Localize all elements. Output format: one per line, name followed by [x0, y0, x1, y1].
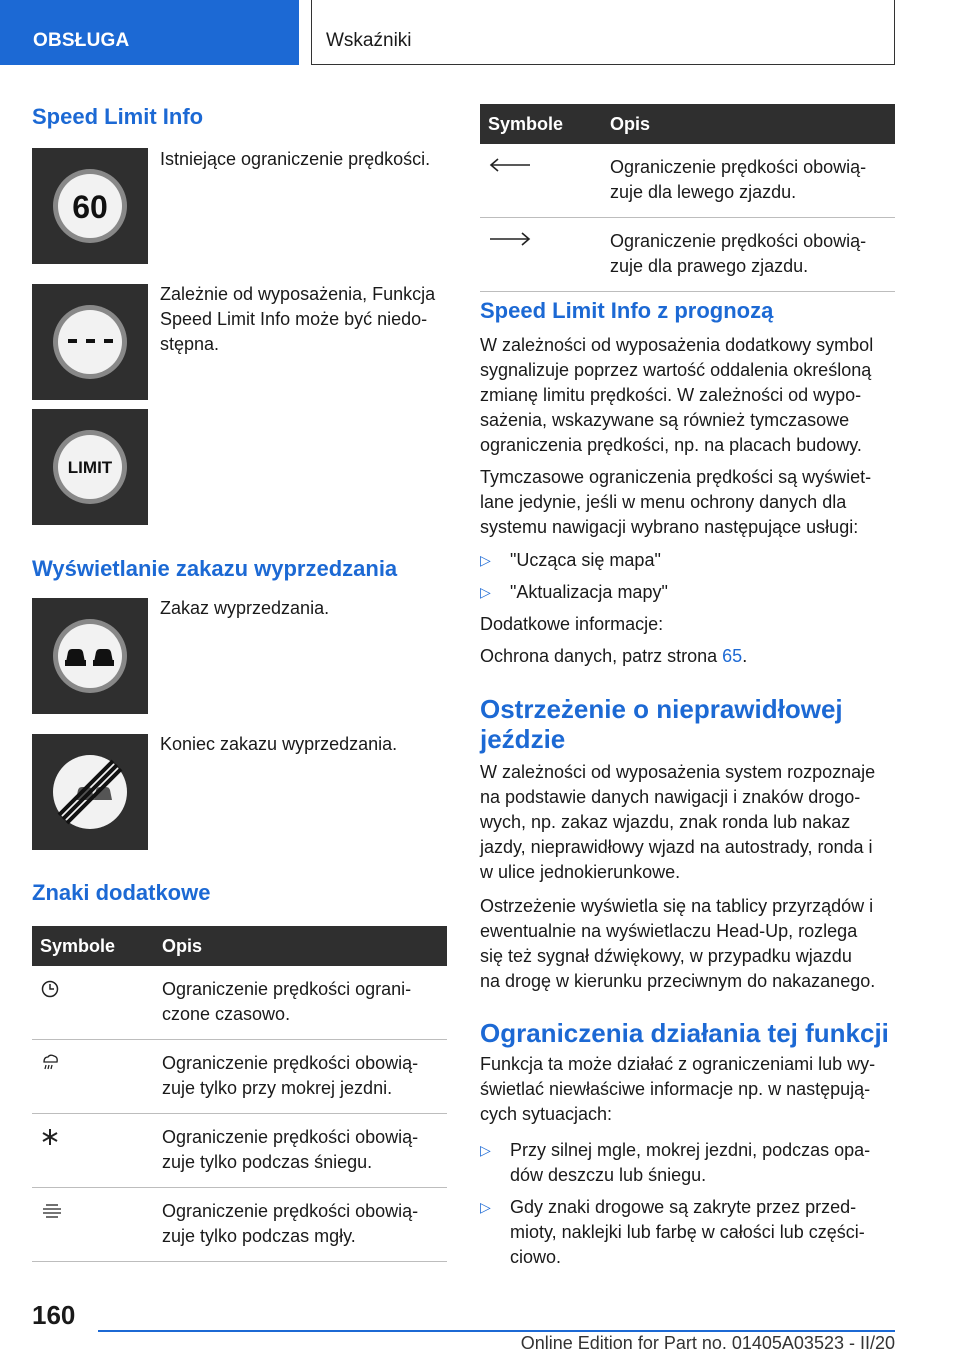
text-line: ograniczenia prędkości, np. na placach budowy. [480, 435, 862, 455]
table-row [32, 966, 447, 1040]
text-line: zuje dla lewego zjazdu. [610, 182, 797, 202]
text-line: zuje tylko podczas mgły. [162, 1226, 356, 1246]
text-line: lane jedynie, jeśli w menu ochrony danych dla [480, 492, 847, 512]
text-line: na podstawie danych nawigacji i znaków drogo- [480, 787, 861, 807]
list-item-text: "Ucząca się mapa" [510, 550, 661, 570]
reference-text: Ochrona danych, patrz strona [480, 646, 718, 666]
text-line: na drogę w kierunku przeciwnym do nakazanego. [480, 971, 876, 991]
text-line: Ograniczenie prędkości obowią- [162, 1127, 419, 1147]
bullet-triangle-icon: ▷ [480, 584, 491, 600]
bullet-triangle-icon: ▷ [480, 1199, 491, 1215]
heading-forecast: Speed Limit Info z prognozą [480, 298, 774, 323]
text-line: Ograniczenie prędkości obowią- [610, 157, 867, 177]
text-line: sygnalizuje poprzez wartość oddalenia określoną [480, 360, 872, 380]
text-line: jazdy, nieprawidłowy wjazd na autostrady, ronda i [480, 837, 873, 857]
sign-limit-label: LIMIT [67, 458, 113, 477]
clock-icon [40, 979, 60, 999]
snowflake-icon [40, 1127, 60, 1147]
no-overtaking-sign [32, 598, 148, 714]
col-header-description: Opis [154, 926, 447, 966]
list-item-text: "Aktualizacja mapy" [510, 582, 668, 602]
heading-function-limits: Ograniczenia działania tej funkcji [480, 1018, 889, 1048]
text-line: Ograniczenie prędkości obowią- [162, 1201, 419, 1221]
text-line: zmianę limitu prędkości. W zależności od wypo- [480, 385, 862, 405]
wrong-way-paragraph-2 [480, 894, 875, 994]
text-line: mioty, naklejki lub farbę w całości lub części- [510, 1222, 865, 1242]
arrow-right-icon [488, 231, 532, 247]
text-line: Speed Limit Info może być niedo- [160, 309, 428, 329]
table-row [480, 218, 895, 292]
text-line: Ograniczenie prędkości obowią- [610, 231, 867, 251]
col-header-symbol: Symbole [480, 104, 602, 144]
text-line: świetlać niewłaściwe informacje np. w następują- [480, 1079, 871, 1099]
text-line: Ostrzeżenie wyświetla się na tablicy przyrządów i [480, 896, 874, 916]
speed-limit-limit-sign [32, 409, 148, 525]
list-item [480, 1138, 870, 1188]
text-line: ciowo. [510, 1247, 562, 1267]
text-line: Przy silnej mgle, mokrej jezdni, podczas opa- [510, 1140, 871, 1160]
fog-icon [40, 1201, 64, 1221]
page-number: 160 [32, 1300, 76, 1330]
text-line: sażenia, wskazywane są również tymczasowe [480, 410, 850, 430]
text-line: w ulice jednokierunkowe. [480, 862, 681, 882]
text-line: Tymczasowe ograniczenia prędkości są wyświet- [480, 467, 872, 487]
speed-limit-60-sign [32, 148, 148, 264]
heading-wrong-way [480, 694, 843, 754]
table-row [32, 1188, 447, 1262]
data-protection-reference [480, 644, 747, 669]
table-row [32, 1114, 447, 1188]
text-existing-limit: Istniejące ograniczenie prędkości. [160, 149, 431, 169]
list-item-text [510, 1195, 865, 1270]
heading-overtaking: Wyświetlanie zakazu wyprzedzania [32, 556, 398, 581]
bullet-triangle-icon: ▷ [480, 552, 491, 568]
text-line: cych sytuacjach: [480, 1104, 613, 1124]
table-row [32, 1040, 447, 1114]
additional-signs-table [32, 926, 447, 1262]
text-line: zuje tylko podczas śniegu. [162, 1152, 373, 1172]
text-line: Zależnie od wyposażenia, Funkcja [160, 284, 436, 304]
text-line: stępna. [160, 334, 220, 354]
page-link[interactable]: 65 [722, 646, 743, 666]
text-line: W zależności od wyposażenia dodatkowy symbol [480, 335, 874, 355]
text-line: zuje tylko przy mokrej jezdni. [162, 1078, 393, 1098]
sign-60-label: 60 [72, 189, 108, 225]
end-no-overtaking-sign [32, 734, 148, 850]
limits-paragraph [480, 1052, 875, 1127]
heading-additional-signs: Znaki dodatkowe [32, 880, 211, 905]
text-line: ewentualnie na wyświetlaczu Head-Up, rozlega [480, 921, 858, 941]
speed-limit-unknown-sign [32, 284, 148, 400]
list-item [480, 580, 668, 605]
text-no-overtaking: Zakaz wyprzedzania. [160, 598, 330, 618]
col-header-symbol: Symbole [32, 926, 154, 966]
text-line: się też sygnał dźwiękowy, w przypadku wjazdu [480, 946, 852, 966]
heading-speed-limit-info: Speed Limit Info [32, 104, 204, 129]
text-line: systemu nawigacji wybrano następujące usługi: [480, 517, 859, 537]
heading-line: Ostrzeżenie o nieprawidłowej [480, 694, 843, 724]
text-line: W zależności od wyposażenia system rozpoznaje [480, 762, 876, 782]
exit-signs-table [480, 104, 895, 292]
forecast-paragraph-2 [480, 465, 871, 540]
arrow-left-icon [488, 157, 532, 173]
reference-end: . [742, 646, 748, 666]
text-line: Ograniczenie prędkości obowią- [162, 1053, 419, 1073]
edition-info: Online Edition for Part no. 01405A03523 - II/20 [520, 1333, 895, 1353]
table-row [480, 144, 895, 218]
text-line: czone czasowo. [162, 1004, 291, 1024]
section-tab: OBSŁUGA [0, 0, 299, 65]
text-line: zuje dla prawego zjazdu. [610, 256, 809, 276]
list-item [480, 1195, 865, 1270]
text-line: Ograniczenie prędkości ograni- [162, 979, 412, 999]
rain-icon [40, 1053, 60, 1073]
forecast-paragraph-1 [480, 333, 873, 458]
chapter-title: Wskaźniki [311, 0, 895, 65]
text-line: dów deszczu lub śniegu. [510, 1165, 707, 1185]
additional-info-label: Dodatkowe informacje: [480, 614, 664, 634]
list-item-text [510, 1138, 870, 1188]
heading-line: jeździe [480, 724, 566, 754]
col-header-description: Opis [602, 104, 895, 144]
footer-divider [98, 1330, 895, 1332]
text-availability [160, 282, 435, 357]
text-end-no-overtaking: Koniec zakazu wyprzedzania. [160, 734, 398, 754]
text-line: wych, np. zakaz wjazdu, znak ronda lub nakaz [480, 812, 851, 832]
bullet-triangle-icon: ▷ [480, 1142, 491, 1158]
wrong-way-paragraph-1 [480, 760, 875, 885]
text-line: Funkcja ta może działać z ograniczeniami lub wy- [480, 1054, 876, 1074]
list-item [480, 548, 661, 573]
text-line: Gdy znaki drogowe są zakryte przez przed- [510, 1197, 857, 1217]
